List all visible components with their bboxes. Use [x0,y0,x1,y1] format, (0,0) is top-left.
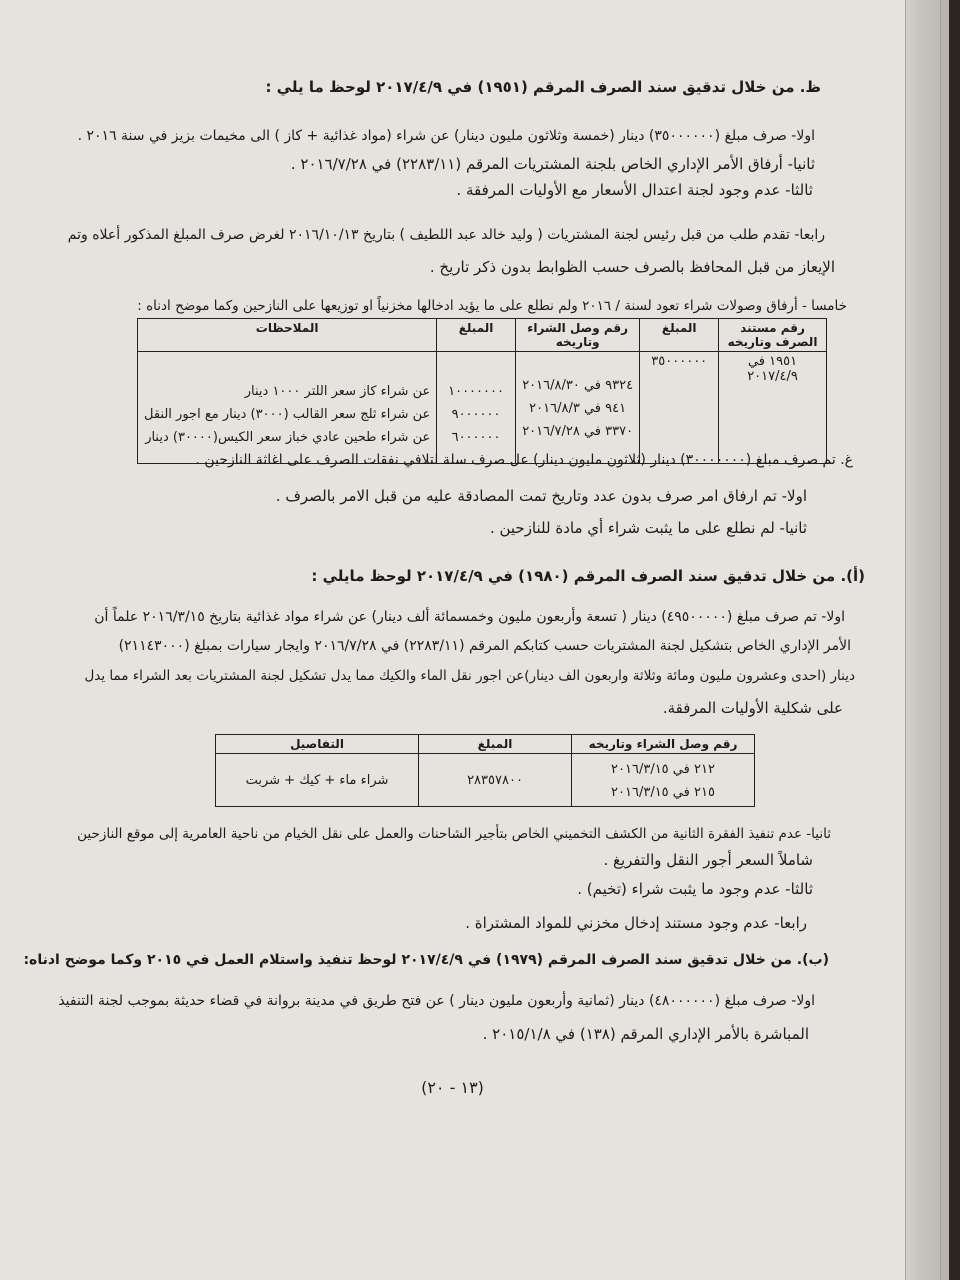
table-header-cell: رقم مستند الصرف وتاريخه [719,319,827,352]
notes-cell [138,352,437,464]
amount-cell: ٢٨٣٥٧٨٠٠ [419,754,572,807]
paragraph-line: اولا- صرف مبلغ (٤٨٠٠٠٠٠٠) دينار (ثمانية وأربعون مليون دينار ) عن فتح طريق في مدينة بروانة في قضاء حديثة بموجب لجنة التنفيذ [58,993,815,1009]
table-header-cell: الملاحظات [138,319,437,352]
table-header-cell: المبلغ [640,319,719,352]
note-entry: عن شراء ثلج سعر القالب (٣٠٠٠) دينار مع اجور النقل [144,407,431,422]
note-entry: عن شراء طحين عادي خباز سعر الكيس(٣٠٠٠٠) دينار [145,430,431,445]
table-header-cell: رقم وصل الشراء وتاريخه [515,319,640,352]
receipt-entry: ٣٣٧٠ في ٢٠١٦/٧/٢٨ [522,424,634,439]
paragraph-line: على شكلية الأوليات المرفقة. [662,699,843,717]
paragraph-line: ثانيا- لم نطلع على ما يثبت شراء أي مادة للنازحين . [489,519,807,537]
paragraph-line: شاملاً السعر أجور النقل والتفريغ . [603,851,813,869]
table-header-row [138,319,827,352]
paragraph-line: ثالثا- عدم وجود لجنة اعتدال الأسعار مع الأوليات المرفقة . [456,181,813,199]
receipt-entry: ٢١٥ في ٢٠١٦/٣/١٥ [611,785,715,800]
water-cake-receipts-table [215,734,755,807]
paragraph-line: اولا- تم صرف مبلغ (٤٩٥٠٠٠٠٠) دينار ( تسعة وأربعون مليون وخمسمائة ألف دينار) عن شراء مواد غذائية بتاريخ ٢٠١٦/٣/١٥ علماً أن [94,609,845,625]
paragraph-line: ثانيا- أرفاق الأمر الإداري الخاص بلجنة المشتريات المرقم (٢٢٨٣/١١) في ٢٠١٦/٧/٢٨ . [290,155,815,173]
amounts-cell [437,352,516,464]
receipts-cell [515,352,640,464]
receipt-entry: ٩٣٢٤ في ٢٠١٦/٨/٣٠ [522,378,634,393]
paragraph-line: ثالثا- عدم وجود ما يثبت شراء (تخيم) . [577,880,813,898]
section-gh-heading: غ. تم صرف مبلغ (٣٠٠٠٠٠٠٠) دينار (ثلاثون مليون دينار) عل صرف سلة لتلافي نفقات الصرف على اغاثة النازحين . [195,452,853,468]
paragraph-line: دينار (احدى وعشرون مليون ومائة وثلاثة واربعون الف دينار)عن اجور نقل الماء والكيك مما يدل تشكيل لجنة المشتريات بعد الشراء مما يدل [84,668,855,684]
section-b-heading: (ب). من خلال تدقيق سند الصرف المرقم (١٩٧٩) في ٢٠١٧/٤/٩ لوحظ تنفيذ واستلام العمل في ٢٠١٥ وكما موضح ادناه: [23,952,829,968]
amount-entry: ٦٠٠٠٠٠٠ [451,430,501,445]
table-row [138,352,827,464]
paragraph-line: رابعا- تقدم طلب من قبل رئيس لجنة المشتريات ( وليد خالد عبد اللطيف ) بتاريخ ٢٠١٦/١٠/١٣ لغرض صرف المبلغ المذكور أعلاه وتم [67,227,825,243]
voucher-cell: ١٩٥١ في ٢٠١٧/٤/٩ [719,352,827,464]
table-header-cell: التفاصيل [216,735,419,754]
paragraph-line: الإيعاز من قبل المحافظ بالصرف حسب الظوابط بدون ذكر تاريخ . [429,258,835,276]
receipt-entry: ٢١٢ في ٢٠١٦/٣/١٥ [611,762,715,777]
paragraph-line: اولا- صرف مبلغ (٣٥٠٠٠٠٠٠) دينار (خمسة وثلاثون مليون دينار) عن شراء (مواد غذائية + كاز ) الى مخيمات بزيز في سنة ٢٠١٦ . [77,128,815,144]
amount-entry: ٩٠٠٠٠٠٠ [451,407,501,422]
table-row [216,754,755,807]
paragraph-line: الأمر الإداري الخاص بتشكيل لجنة المشتريات حسب كتابكم المرقم (٢٢٨٣/١١) في ٢٠١٦/٧/٢٨ وايجار سيارات بمبلغ (٢١١٤٣٠٠٠) [118,638,851,654]
table-header-cell: المبلغ [419,735,572,754]
table-header-cell: رقم وصل الشراء وتاريخه [572,735,755,754]
details-cell: شراء ماء + كيك + شربت [216,754,419,807]
table-header-row [216,735,755,754]
paragraph-line: رابعا- عدم وجود مستند إدخال مخزني للمواد المشتراة . [465,914,807,932]
receipt-entry: ٩٤١ في ٢٠١٦/٨/٣ [529,401,627,416]
table-header-cell: المبلغ [437,319,516,352]
underlying-sheet-edge [905,0,941,1280]
page-number: (١٣ - ٢٠) [421,1078,484,1097]
section-a-heading: (أ). من خلال تدقيق سند الصرف المرقم (١٩٨٠) في ٢٠١٧/٤/٩ لوحظ مايلي : [311,567,865,585]
paragraph-line: اولا- تم ارفاق امر صرف بدون عدد وتاريخ تمت المصادقة عليه من قبل الامر بالصرف . [275,487,807,505]
section-z-heading: ظ. من خلال تدقيق سند الصرف المرقم (١٩٥١) في ٢٠١٧/٤/٩ لوحظ ما يلي : [265,78,821,96]
total-amount-cell: ٣٥٠٠٠٠٠٠ [640,352,719,464]
note-entry: عن شراء كاز سعر اللتر ١٠٠٠ دينار [244,384,431,399]
paragraph-line: ثانيا- عدم تنفيذ الفقرة الثانية من الكشف التخميني الخاص بتأجير الشاحنات والعمل على نقل الخيام من ناحية العامرية إلى موقع النازحين [77,826,831,842]
purchase-receipts-table [137,318,827,464]
receipts-cell [572,754,755,807]
amount-entry: ١٠٠٠٠٠٠٠ [448,384,504,399]
underlying-sheet-edge [940,0,949,1280]
paragraph-line: خامسا - أرفاق وصولات شراء تعود لسنة / ٢٠١٦ ولم نطلع على ما يؤيد ادخالها مخزنياً او توزيعها على النازحين وكما موضح ادناه : [137,298,847,314]
paragraph-line: المباشرة بالأمر الإداري المرقم (١٣٨) في ٢٠١٥/١/٨ . [482,1025,809,1043]
